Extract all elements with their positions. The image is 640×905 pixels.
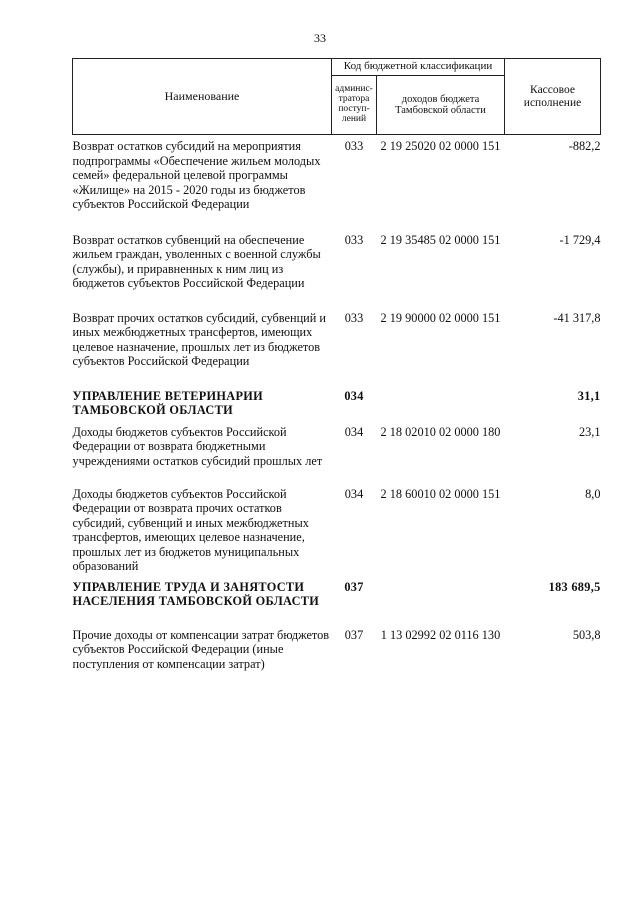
- budget-table: [72, 58, 601, 694]
- row-amount: -41 317,8: [553, 310, 601, 325]
- row-income-code: 1 13 02992 02 0116 130: [380, 627, 501, 642]
- row-amount: -1 729,4: [559, 232, 601, 247]
- table-header: [73, 59, 601, 135]
- row-admin-code: 034: [344, 388, 364, 403]
- row-name: УПРАВЛЕНИЕ ВЕТЕРИНАРИИ ТАМБОВСКОЙ ОБЛАСТИ: [72, 388, 263, 418]
- row-admin-code: 037: [344, 579, 364, 594]
- row-income-code: 2 19 25020 02 0000 151: [380, 139, 501, 153]
- row-admin-code: 037: [344, 627, 364, 642]
- table-row: [73, 311, 601, 389]
- row-amount: 503,8: [572, 627, 601, 642]
- row-amount: 31,1: [577, 388, 601, 403]
- table-row: [73, 135, 601, 233]
- header-income: доходов бюджета Тамбовской области: [377, 76, 505, 135]
- row-admin-code: 033: [344, 139, 364, 153]
- row-name: Возврат остатков субсидий на мероприятия подпрограммы «Обеспечение жильем молодых семей» федеральной целевой программы «Жилище» на 2015 - 2020 годы из бюджетов субъектов Российской Федерации: [72, 139, 321, 212]
- row-amount: 8,0: [585, 486, 601, 501]
- row-income-code: 2 18 60010 02 0000 151: [380, 486, 501, 501]
- row-income-code: 2 19 35485 02 0000 151: [380, 232, 501, 247]
- row-amount: 23,1: [578, 424, 601, 439]
- page-number: 33: [314, 31, 326, 45]
- table-row: [73, 628, 601, 694]
- table-row: [73, 233, 601, 311]
- row-admin-code: 034: [344, 424, 364, 439]
- table-row: [73, 425, 601, 487]
- row-name: Прочие доходы от компенсации затрат бюджетов субъектов Российской Федерации (иные поступления от компенсации затрат): [72, 627, 330, 671]
- row-admin-code: 033: [344, 310, 364, 325]
- header-code-group: Код бюджетной классификации: [332, 59, 505, 76]
- row-amount: -882,2: [568, 139, 601, 153]
- row-name: Возврат прочих остатков субсидий, субвенций и иных межбюджетных трансфертов, имеющих целевое назначение, прошлых лет из бюджетов субъектов Российской Федерации: [72, 310, 326, 369]
- row-admin-code: 033: [344, 232, 364, 247]
- table-row-organization: [73, 580, 601, 628]
- row-income-code: 2 19 90000 02 0000 151: [380, 310, 501, 325]
- header-execution: Кассовое исполнение: [505, 59, 601, 135]
- row-income-code: 2 18 02010 02 0000 180: [380, 424, 501, 439]
- row-admin-code: 034: [344, 486, 364, 501]
- row-amount: 183 689,5: [548, 579, 601, 594]
- table-body: [73, 135, 601, 694]
- row-name: Доходы бюджетов субъектов Российской Федерации от возврата прочих остатков субсидий, субвенций и иных межбюджетных трансфертов, имеющих целевое назначение, прошлых лет из бюджетов муниципальных образований: [72, 486, 309, 574]
- row-name: Доходы бюджетов субъектов Российской Федерации от возврата бюджетными учреждениями остатков субсидий прошлых лет: [72, 424, 323, 468]
- row-name: Возврат остатков субвенций на обеспечение жильем граждан, уволенных с военной службы (службы), и приравненных к ним лиц из бюджетов субъектов Российской Федерации: [72, 232, 321, 291]
- row-name: УПРАВЛЕНИЕ ТРУДА И ЗАНЯТОСТИ НАСЕЛЕНИЯ ТАМБОВСКОЙ ОБЛАСТИ: [72, 579, 320, 609]
- table-row-organization: [73, 389, 601, 425]
- header-name: Наименование: [73, 59, 332, 135]
- table-row: [73, 487, 601, 580]
- row-income-code: [377, 389, 505, 425]
- header-admin: админис- тратора поступ- лений: [332, 76, 377, 135]
- row-income-code: [377, 580, 505, 628]
